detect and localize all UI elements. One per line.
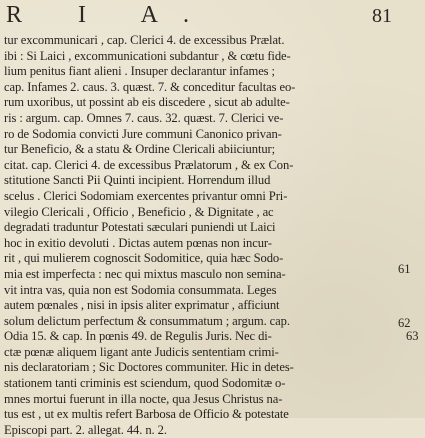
text-line: ro de Sodomia convicti Jure communi Canonico privan- <box>4 126 282 141</box>
body-text <box>4 33 394 438</box>
text-line: Episcopi part. 2. allegat. 44. n. 2. <box>4 422 167 437</box>
margin-note-number: 63 <box>406 329 419 343</box>
margin-note-number: 61 <box>398 262 411 276</box>
running-title: R I A. <box>6 2 215 28</box>
text-line: rum uxoribus, ut possint ab eis discedere , sicut ab adulte- <box>4 95 290 110</box>
text-line: Odia 15. & cap. In pœnis 49. de Regulis Juris. Nec di- <box>4 329 272 344</box>
text-line: vilegio Clericali , Officio , Beneficio , & Dignitate , ac <box>4 204 274 219</box>
text-line: autem pœnales , nisi in ipsis aliter exprimatur , afficiunt <box>4 298 280 313</box>
page-number: 81 <box>372 5 392 27</box>
text-line: ctæ pœnæ aliquem ligant ante Judicis sententiam crimi- <box>4 344 279 359</box>
text-line: cap. Infames 2. caus. 3. quæst. 7. & conceditur facultas eo- <box>4 79 296 94</box>
text-line: tur Beneficio, & a statu & Ordine Clericali abiiciuntur; <box>4 142 276 157</box>
text-line: rit , qui mulierem cognoscit Sodomitice, quia hæc Sodo- <box>4 251 284 266</box>
text-line: mnes mortui fuerunt in illa nocte, qua Jesus Christus na- <box>4 391 283 406</box>
text-line: lium penitus fiant alieni . Insuper declarantur infames ; <box>4 64 275 79</box>
text-line: nis declaratoriam ; Sic Doctores communiter. Hic in detes- <box>4 360 294 375</box>
text-line: scelus . Clerici Sodomiam exercentes privantur omni Pri- <box>4 188 288 203</box>
text-line: stitutione Sancti Pii Quinti incipient. Horrendum illud <box>4 173 271 188</box>
text-line: tur excommunicari , cap. Clerici 4. de excessibus Prælat. <box>4 33 285 47</box>
text-line: ibi : Si Laici , excommunicationi subdantur , & cœtu fide- <box>4 48 291 63</box>
running-head <box>0 0 425 30</box>
text-line: hoc in exitio devoluti . Dictas autem pœnas non incur- <box>4 235 272 250</box>
text-line: solum delictum perfectum & consummatum ; argum. cap. <box>4 313 290 328</box>
text-line: mia est imperfecta : nec qui mixtus masculo non semina- <box>4 266 286 281</box>
text-line: citat. cap. Clerici 4. de excessibus Prælatorum , & ex Con- <box>4 157 294 172</box>
text-line: stationem tanti criminis est sciendum, quod Sodomitæ o- <box>4 376 286 391</box>
margin-note-number: 62 <box>398 316 411 330</box>
text-line: ris : argum. cap. Omnes 7. caus. 32. quæst. 7. Clerici ve- <box>4 110 284 125</box>
text-line: tus est , ut ex multis refert Barbosa de Officio & potestate <box>4 407 289 422</box>
text-line: vit intra vas, quia non est Sodomia consummata. Leges <box>4 282 277 297</box>
text-line: degradati traduntur Potestati sæculari puniendi ut Laici <box>4 220 276 235</box>
